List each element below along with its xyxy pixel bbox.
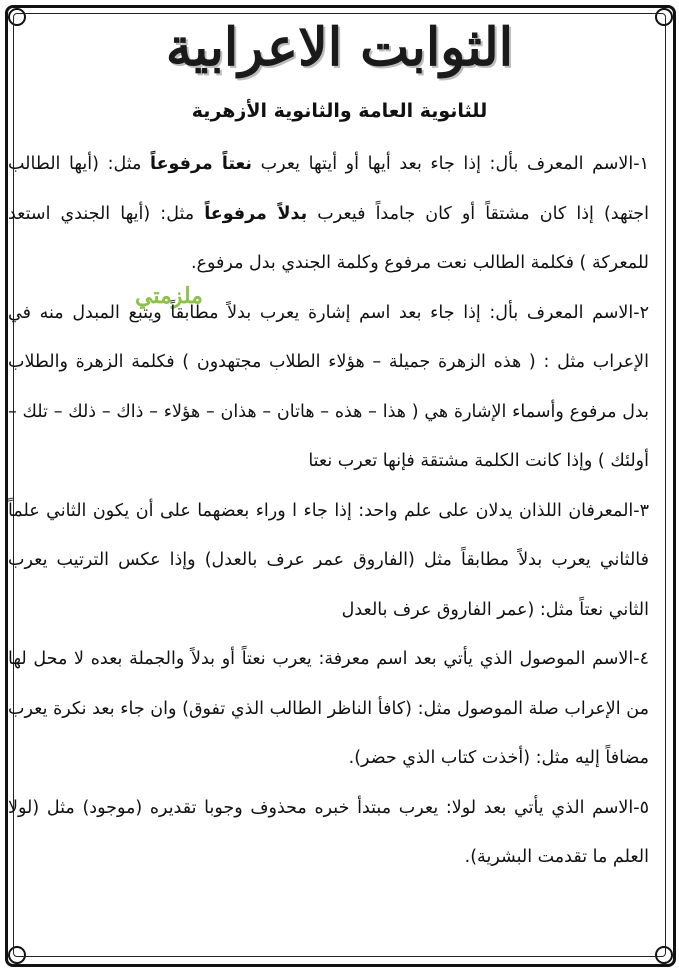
document-body <box>8 140 649 883</box>
page-subtitle: للثانوية العامة والثانوية الأزهرية <box>191 100 488 122</box>
rule-3: ٣-المعرفان اللذان يدلان على علم واحد: إذا جاء ا وراء بعضهما على أن يكون الثاني علماً فالثاني يعرب بدلاً مطابقاً مثل (الفاروق عمر عرف بالعدل) وإذا عكس الترتيب يعرب الثاني نعتاً مثل: (عمر الفاروق عرف بالعدل <box>8 500 649 620</box>
rule-1-text-b: مثل: (أيها الطالب اجتهد) إذا كان مشتقاً أو كان جامداً فيعرب <box>8 154 649 224</box>
rule-4: ٤-الاسم الموصول الذي يأتي بعد اسم معرفة: يعرب نعتاً أو بدلاً والجملة بعده لا محل لها من الإعراب صلة الموصول مثل: (كافأ الناظر الطالب الذي تفوق) وان جاء بعد نكرة يعرب مضافاً إليه مثل: (أخذت كتاب الذي حضر). <box>8 649 649 768</box>
rule-1-text-c: مثل: (أيها الجندي استعد للمعركة ) فكلمة الطالب نعت مرفوع وكلمة الجندي بدل مرفوع. <box>8 203 649 273</box>
rule-1-bold-b: بدلاً مرفوعاً <box>204 203 308 224</box>
page-title: الثوابت الاعرابية <box>165 17 514 78</box>
rule-1 <box>8 140 649 289</box>
watermark-logo: ملزمتي <box>135 283 203 309</box>
rule-2: ٢-الاسم المعرف بأل: إذا جاء بعد اسم إشارة يعرب بدلاً مطابقاً ويتبع المبدل منه في الإعراب مثل : ( هذه الزهرة جميلة – هؤلاء الطلاب مجتهدون ) فكلمة الزهرة والطلاب بدل مرفوع وأسماء الإشارة هي ( هذا – هذه – هاتان – هذان – هؤلاء – ذاك – ذلك – تلك – أولئك ) وإذا كانت الكلمة مشتقة فإنها تعرب نعتا <box>8 302 649 471</box>
rule-1-text-a: ١-الاسم المعرف بأل: إذا جاء بعد أيها أو أيتها يعرب <box>251 154 650 174</box>
rule-1-bold-a: نعتاً مرفوعاً <box>150 154 252 174</box>
rule-5: ٥-الاسم الذي يأتي بعد لولا: يعرب مبتدأ خبره محذوف وجوبا تقديره (موجود) مثل (لولا العلم ما تقدمت البشرية). <box>8 797 649 867</box>
